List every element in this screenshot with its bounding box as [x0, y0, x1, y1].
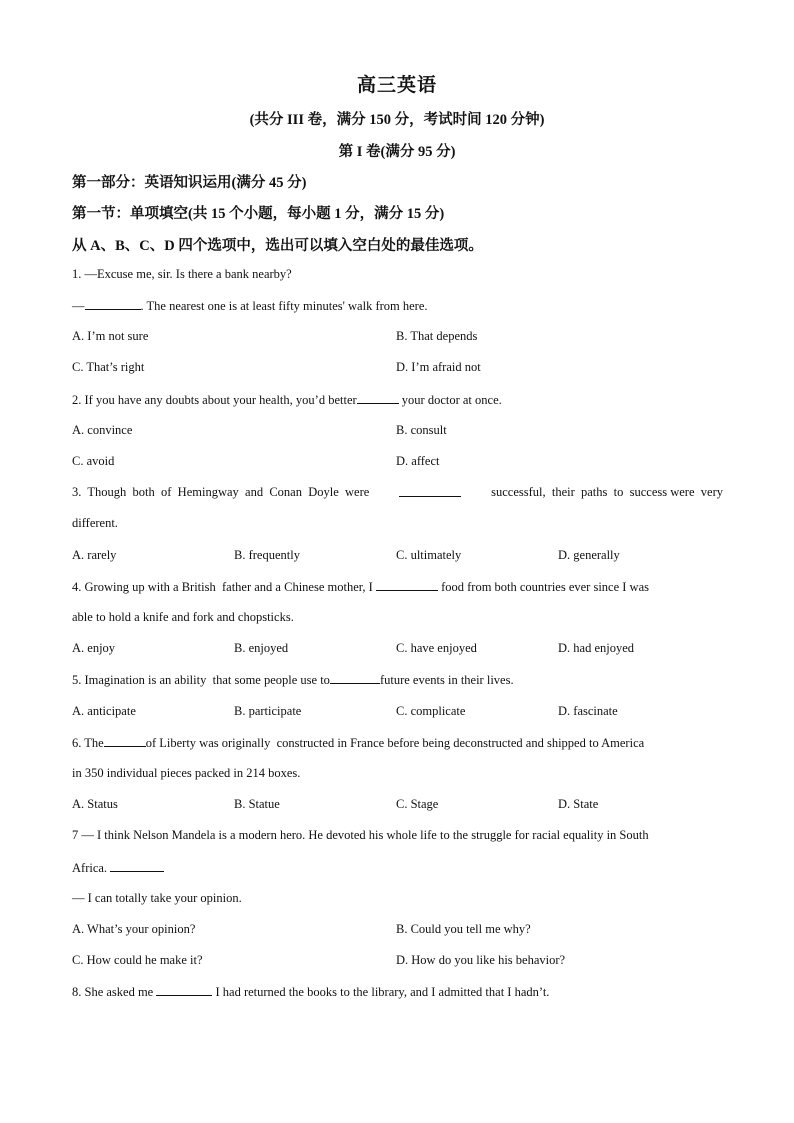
q3-option-d: D. generally [558, 548, 620, 562]
q5-stem-after: future events in their lives. [379, 673, 514, 687]
q4-option-a: A. enjoy [72, 641, 116, 655]
instruction-text: 从 A、B、C、D 四个选项中，选出可以填入空白处的最佳选项。 [72, 238, 483, 254]
q3-option-c: C. ultimately [396, 548, 462, 562]
section-heading: 第一节：单项填空(共 15 个小题，每小题 1 分，满分 15 分) [72, 206, 445, 222]
q2-option-d: D. affect [396, 454, 440, 468]
q5-stem-before: 5. Imagination is an ability that some people use to [72, 673, 330, 687]
q8-stem [72, 983, 549, 1000]
q2-stem [72, 391, 502, 408]
q2-option-c: C. avoid [72, 454, 115, 468]
q6-stem [72, 734, 644, 751]
q4-stem-after: food from both countries ever since I was [437, 580, 650, 594]
volume-heading: 第 I 卷(满分 95 分) [338, 144, 456, 160]
part-heading: 第一部分：英语知识运用(满分 45 分) [72, 175, 307, 191]
exam-title: 高三英语 [356, 75, 437, 96]
q3-stem-line2: different. [72, 516, 118, 530]
q1-option-c: C. That’s right [72, 360, 145, 374]
q7-option-a: A. What’s your opinion? [72, 922, 196, 936]
answer-blank [399, 484, 461, 497]
q7-option-b: B. Could you tell me why? [396, 922, 531, 936]
q1-option-b: B. That depends [396, 329, 478, 343]
q5-option-b: B. participate [234, 704, 302, 718]
answer-blank [104, 734, 146, 747]
q1-stem: 1. —Excuse me, sir. Is there a bank nearby? [72, 267, 292, 281]
q3-stem-after: successful, their paths to success were very [491, 485, 723, 499]
q1-reply-suffix: . The nearest one is at least fifty minutes' walk from here. [140, 299, 428, 313]
q7-stem-line2 [72, 859, 164, 876]
answer-blank [85, 297, 141, 310]
q3-option-a: A. rarely [72, 548, 117, 562]
q1-option-d: D. I’m afraid not [396, 360, 481, 374]
q7-stem: 7 — I think Nelson Mandela is a modern hero. He devoted his whole life to the struggle for racial equality in South [72, 828, 649, 842]
q2-stem-after: your doctor at once. [398, 393, 502, 407]
q8-stem-after: I had returned the books to the library, and I admitted that I hadn’t. [212, 985, 550, 999]
answer-blank [110, 859, 164, 872]
q6-stem-after: of Liberty was originally constructed in France before being deconstructed and shipped to America [145, 736, 645, 750]
q6-stem-before: 6. The [72, 736, 104, 750]
q4-stem-before: 4. Growing up with a British father and a Chinese mother, I [72, 580, 376, 594]
q2-option-a: A. convince [72, 423, 133, 437]
q7-option-d: D. How do you like his behavior? [396, 953, 566, 967]
q6-stem-line2: in 350 individual pieces packed in 214 boxes. [72, 766, 301, 780]
q6-option-d: D. State [558, 797, 599, 811]
q1-reply-prefix: — [72, 299, 85, 313]
q7-option-c: C. How could he make it? [72, 953, 203, 967]
q4-option-b: B. enjoyed [234, 641, 289, 655]
q5-stem [72, 671, 514, 688]
answer-blank [357, 391, 399, 404]
q8-stem-before: 8. She asked me [72, 985, 157, 999]
q6-option-b: B. Statue [234, 797, 280, 811]
q2-stem-before: 2. If you have any doubts about your health, you’d better [72, 393, 357, 407]
q3-option-b: B. frequently [234, 548, 300, 562]
answer-blank [330, 671, 380, 684]
q3-stem-before: 3. Though both of Hemingway and Conan Doyle were [72, 485, 370, 499]
q5-option-a: A. anticipate [72, 704, 136, 718]
q2-option-b: B. consult [396, 423, 447, 437]
q5-option-d: D. fascinate [558, 704, 618, 718]
exam-subtitle: (共分 III 卷，满分 150 分，考试时间 120 分钟) [249, 112, 545, 128]
q1-option-a: A. I’m not sure [72, 329, 149, 343]
q4-stem-line2: able to hold a knife and fork and chopsticks. [72, 610, 294, 624]
q1-reply [72, 297, 428, 314]
q7-reply: — I can totally take your opinion. [72, 891, 242, 905]
q3-stem [72, 484, 723, 500]
q6-option-c: C. Stage [396, 797, 439, 811]
answer-blank [156, 983, 212, 996]
q4-option-c: C. have enjoyed [396, 641, 477, 655]
q6-option-a: A. Status [72, 797, 118, 811]
q5-option-c: C. complicate [396, 704, 466, 718]
answer-blank [376, 578, 438, 591]
q4-stem [72, 578, 649, 595]
q7-stem-line2-text: Africa. [72, 861, 111, 875]
q4-option-d: D. had enjoyed [558, 641, 635, 655]
